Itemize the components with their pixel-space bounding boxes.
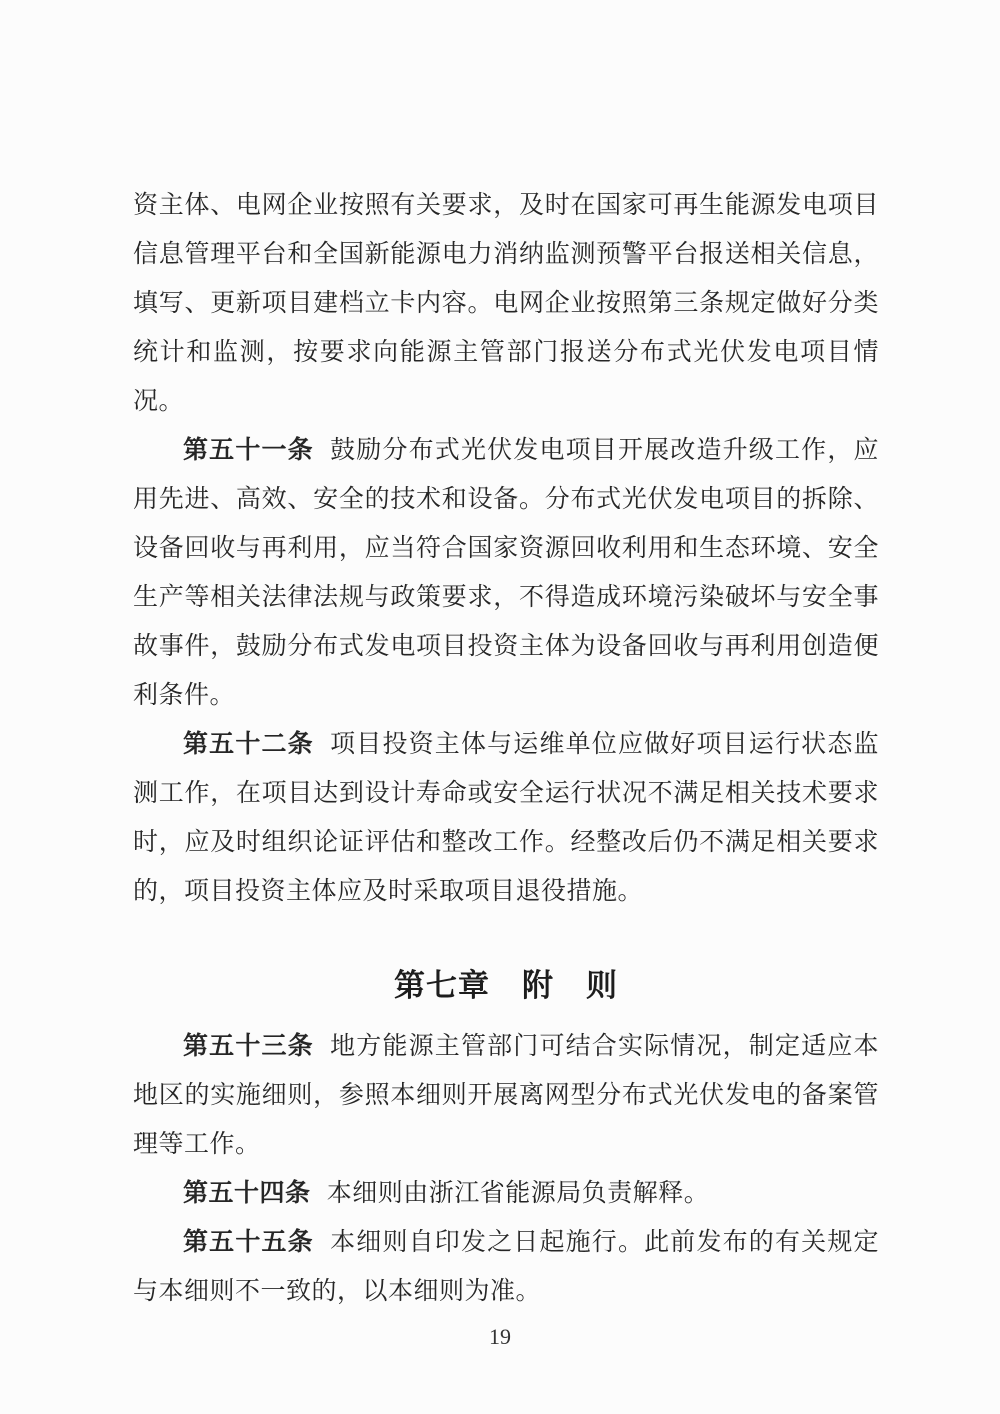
article-number: 第五十一条 <box>183 437 314 464</box>
article-number: 第五十四条 <box>183 1180 311 1207</box>
paragraph-text: 资主体、电网企业按照有关要求，及时在国家可再生能源发电项目信息管理平台和全国新能源电力消纳监测预警平台报送相关信息，填写、更新项目建档立卡内容。电网企业按照第三条规定做好分类统计和监测，按要求向能源主管部门报送分布式光伏发电项目情况。 <box>133 192 879 415</box>
paragraph-text: 项目投资主体与运维单位应做好项目运行状态监测工作，在项目达到设计寿命或安全运行状况不满足相关技术要求时，应及时组织论证评估和整改工作。经整改后仍不满足相关要求的，项目投资主体应及时采取项目退役措施。 <box>133 731 879 905</box>
paragraph-article-54 <box>133 1169 879 1218</box>
paragraph-text: 鼓励分布式光伏发电项目开展改造升级工作，应用先进、高效、安全的技术和设备。分布式光伏发电项目的拆除、设备回收与再利用，应当符合国家资源回收利用和生态环境、安全生产等相关法律法规与政策要求，不得造成环境污染破坏与安全事故事件，鼓励分布式发电项目投资主体为设备回收与再利用创造便利条件。 <box>133 437 879 709</box>
paragraph-article-55 <box>133 1218 879 1316</box>
paragraph-continuation <box>133 181 879 426</box>
article-number: 第五十三条 <box>183 1033 314 1060</box>
paragraph-article-51 <box>133 426 879 720</box>
paragraph-text: 本细则由浙江省能源局负责解释。 <box>326 1180 710 1207</box>
document-body <box>133 181 879 1316</box>
paragraph-text: 本细则自印发之日起施行。此前发布的有关规定与本细则不一致的，以本细则为准。 <box>133 1229 879 1305</box>
paragraph-article-52 <box>133 720 879 916</box>
paragraph-article-53 <box>133 1022 879 1169</box>
paragraph-text: 地方能源主管部门可结合实际情况，制定适应本地区的实施细则，参照本细则开展离网型分布式光伏发电的备案管理等工作。 <box>133 1033 879 1158</box>
article-number: 第五十五条 <box>183 1229 314 1256</box>
article-number: 第五十二条 <box>183 731 314 758</box>
page-number: 19 <box>489 1324 511 1349</box>
chapter-heading: 第七章 附 则 <box>394 968 618 1003</box>
